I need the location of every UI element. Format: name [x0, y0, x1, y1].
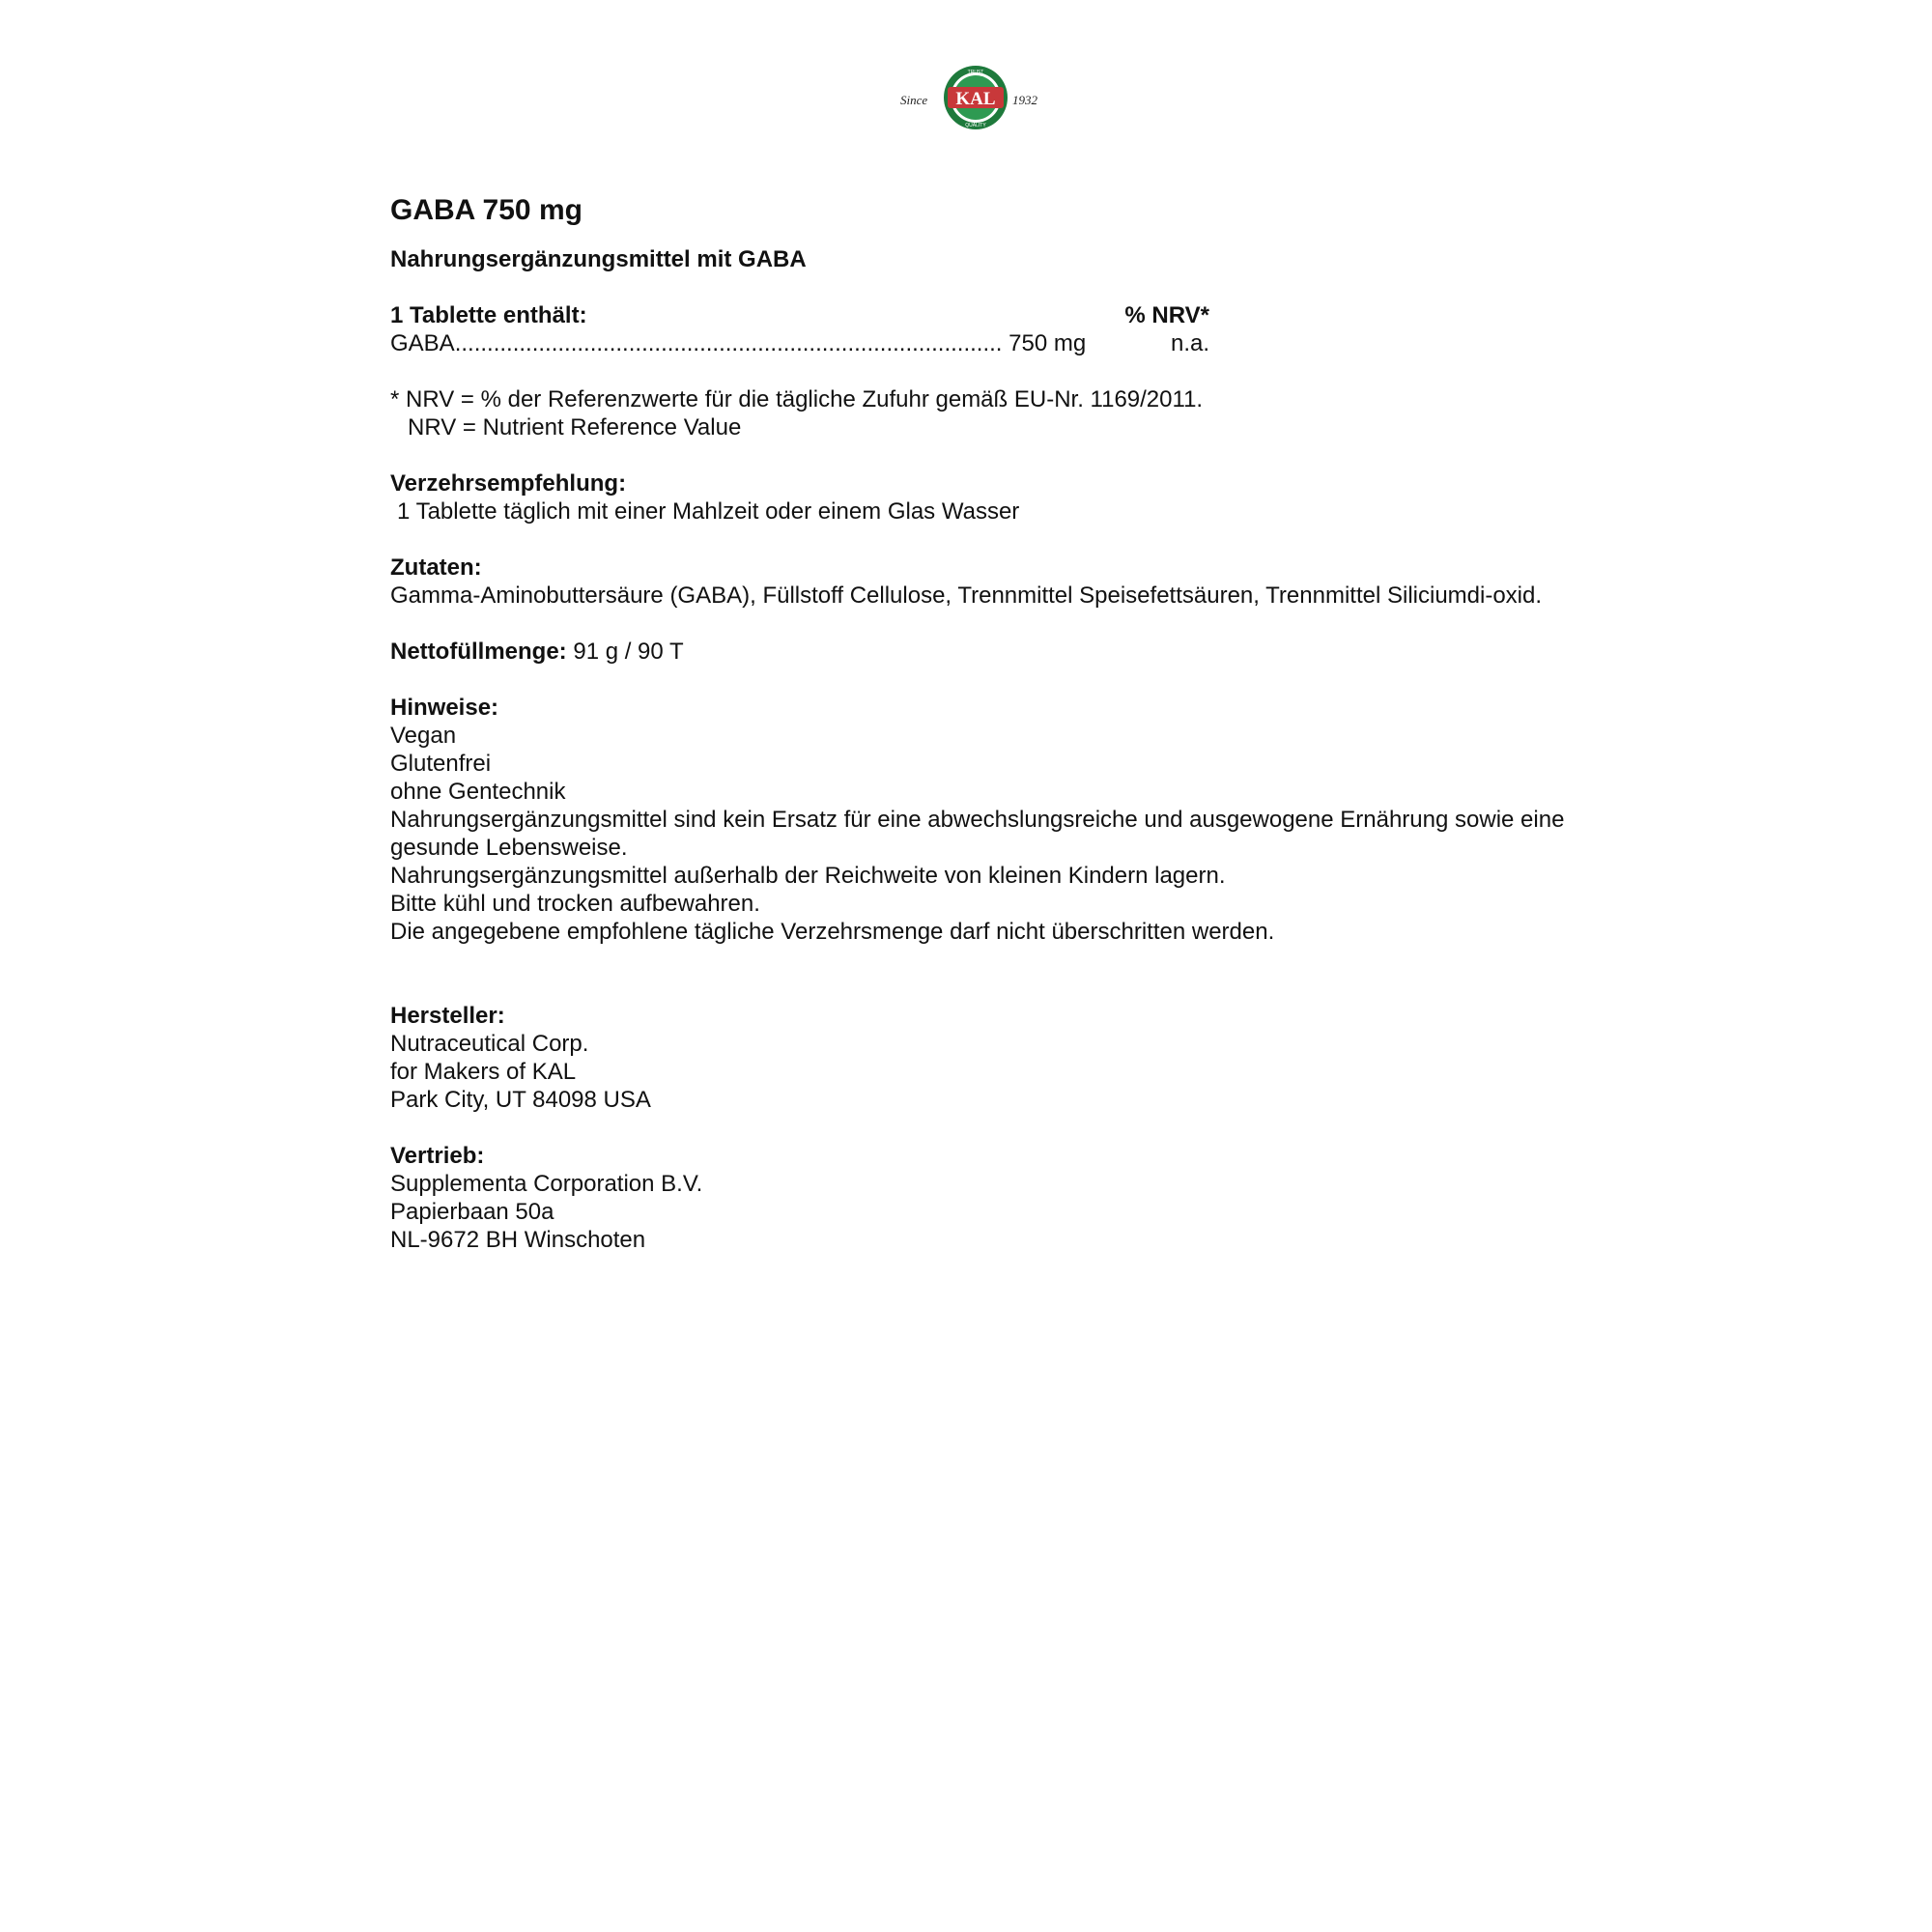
- nutrition-row-nrv: n.a.: [1170, 330, 1209, 356]
- nutrition-header-label: 1 Tablette enthält:: [390, 302, 587, 328]
- product-subtitle: Nahrungsergänzungsmittel mit GABA: [390, 246, 807, 272]
- notes-line: Glutenfrei: [390, 751, 492, 777]
- net-quantity: [390, 638, 1588, 666]
- logo-since: Since: [900, 93, 928, 107]
- nutrition-header: [390, 301, 1588, 329]
- distributor-heading: Vertrieb:: [390, 1143, 485, 1169]
- product-title: GABA 750 mg: [390, 194, 582, 226]
- distributor-line: Papierbaan 50a: [390, 1199, 554, 1225]
- kal-logo-seal: [898, 58, 1053, 137]
- usage-heading: Verzehrsempfehlung:: [390, 470, 627, 497]
- nutrition-header-nrv: % NRV*: [1124, 302, 1209, 328]
- notes-line: Vegan: [390, 723, 457, 749]
- footnote-line-1: * NRV = % der Referenzwerte für die tägliche Zufuhr gemäß EU-Nr. 1169/2011.: [390, 386, 1204, 412]
- logo-year: 1932: [1012, 93, 1037, 107]
- logo-brand: KAL: [955, 89, 996, 109]
- nutrition-row-label: GABA..................................................................................... 750 mg: [390, 330, 1087, 356]
- notes-line: Nahrungsergänzungsmittel sind kein Ersatz für eine abwechslungsreiche und ausgewogene Ernährung sowie eine gesunde Lebensweise.: [390, 807, 1565, 861]
- distributor-line: Supplementa Corporation B.V.: [390, 1171, 703, 1197]
- net-quantity-value: 91 g / 90 T: [566, 639, 684, 665]
- manufacturer-heading: Hersteller:: [390, 1003, 505, 1029]
- ingredients-text: Gamma-Aminobuttersäure (GABA), Füllstoff Cellulose, Trennmittel Speisefettsäuren, Trennmittel Siliciumdi-oxid.: [390, 582, 1543, 609]
- footnote-line-2: NRV = Nutrient Reference Value: [408, 414, 742, 440]
- notes-line: Nahrungsergänzungsmittel außerhalb der Reichweite von kleinen Kindern lagern.: [390, 863, 1226, 889]
- manufacturer-line: Park City, UT 84098 USA: [390, 1087, 651, 1113]
- manufacturer-line: Nutraceutical Corp.: [390, 1031, 589, 1057]
- manufacturer-line: for Makers of KAL: [390, 1059, 577, 1085]
- notes-heading: Hinweise:: [390, 695, 499, 721]
- kal-logo: [898, 58, 1053, 137]
- notes-line: Die angegebene empfohlene tägliche Verzehrsmenge darf nicht überschritten werden.: [390, 919, 1275, 945]
- distributor-line: NL-9672 BH Winschoten: [390, 1227, 646, 1253]
- notes-line: ohne Gentechnik: [390, 779, 566, 805]
- logo-bottom-ring-text: QUALITY: [965, 123, 986, 128]
- net-quantity-label: Nettofüllmenge:: [390, 639, 567, 665]
- notes-line: Bitte kühl und trocken aufbewahren.: [390, 891, 760, 917]
- product-info: [390, 193, 1588, 1254]
- usage-text: 1 Tablette täglich mit einer Mahlzeit oder einem Glas Wasser: [397, 498, 1020, 525]
- nutrition-row: [390, 329, 1588, 357]
- logo-top-ring-text: TRUST: [967, 70, 984, 75]
- ingredients-heading: Zutaten:: [390, 554, 482, 581]
